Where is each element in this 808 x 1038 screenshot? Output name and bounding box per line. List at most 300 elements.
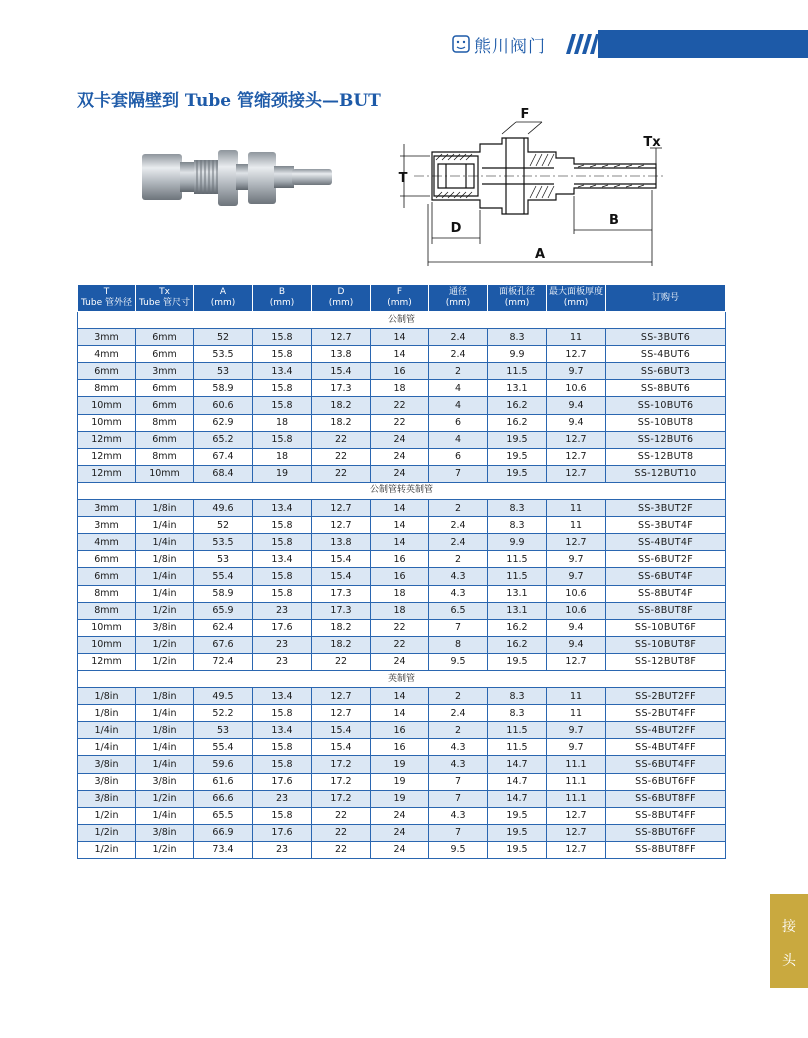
table-cell: 12.7 — [547, 431, 606, 448]
table-cell: 9.5 — [429, 653, 488, 670]
table-cell: 12.7 — [547, 448, 606, 465]
table-cell: 1/8in — [78, 705, 136, 722]
table-row — [78, 585, 726, 602]
table-cell: 15.8 — [253, 534, 312, 551]
table-cell: 15.8 — [253, 517, 312, 534]
table-cell: 10.6 — [547, 585, 606, 602]
table-cell: 67.4 — [194, 448, 253, 465]
table-cell: 10mm — [78, 414, 136, 431]
table-cell: 19.5 — [488, 448, 547, 465]
table-cell: 11.1 — [547, 790, 606, 807]
table-row — [78, 705, 726, 722]
table-cell: 18 — [371, 380, 429, 397]
table-cell: 65.9 — [194, 602, 253, 619]
table-row — [78, 619, 726, 636]
table-cell: 18 — [371, 602, 429, 619]
table-cell: 1/8in — [78, 688, 136, 705]
table-cell: 8mm — [136, 448, 194, 465]
table-cell: 1/4in — [136, 756, 194, 773]
table-cell: 72.4 — [194, 653, 253, 670]
table-row — [78, 380, 726, 397]
column-header — [78, 285, 136, 312]
table-cell: 13.4 — [253, 688, 312, 705]
table-cell: 1/8in — [136, 722, 194, 739]
table-cell: 16 — [371, 568, 429, 585]
table-cell: 9.4 — [547, 414, 606, 431]
table-cell: 12.7 — [312, 705, 371, 722]
column-header-unit: (mm) — [504, 298, 530, 308]
table-cell: 7 — [429, 790, 488, 807]
table-row — [78, 500, 726, 517]
table-cell: 22 — [312, 431, 371, 448]
table-cell: 1/4in — [136, 534, 194, 551]
table-cell: 2 — [429, 551, 488, 568]
table-cell: 1/4in — [136, 517, 194, 534]
table-cell: 1/8in — [136, 500, 194, 517]
table-cell: 68.4 — [194, 465, 253, 482]
table-cell: 2 — [429, 722, 488, 739]
column-header — [371, 285, 429, 312]
column-header-line: 订购号 — [651, 292, 679, 303]
table-cell: 66.6 — [194, 790, 253, 807]
table-cell: 6mm — [136, 329, 194, 346]
order-code-cell: SS-10BUT8F — [606, 636, 726, 653]
column-header — [136, 285, 194, 312]
table-cell: 11 — [547, 688, 606, 705]
slash-decoration — [565, 30, 599, 58]
table-cell: 22 — [312, 448, 371, 465]
table-cell: 4mm — [78, 346, 136, 363]
table-cell: 6mm — [136, 380, 194, 397]
table-cell: 11 — [547, 517, 606, 534]
table-cell: 2 — [429, 500, 488, 517]
table-cell: 58.9 — [194, 585, 253, 602]
table-cell: 19 — [371, 756, 429, 773]
table-cell: 12.7 — [547, 534, 606, 551]
column-header-line: 通径 — [448, 287, 467, 297]
table-cell: 23 — [253, 790, 312, 807]
table-cell: 7 — [429, 824, 488, 841]
table-row — [78, 448, 726, 465]
table-cell: 14 — [371, 346, 429, 363]
table-cell: 3/8in — [136, 773, 194, 790]
order-code-cell: SS-12BUT6 — [606, 431, 726, 448]
table-row — [78, 773, 726, 790]
table-cell: 8mm — [78, 585, 136, 602]
label-t: T — [398, 171, 408, 186]
column-header — [429, 285, 488, 312]
side-tab — [770, 894, 808, 988]
column-header — [488, 285, 547, 312]
table-cell: 16 — [371, 363, 429, 380]
table-cell: 12.7 — [547, 807, 606, 824]
order-code-cell: SS-8BUT8FF — [606, 841, 726, 858]
table-cell: 15.4 — [312, 739, 371, 756]
table-cell: 65.2 — [194, 431, 253, 448]
table-cell: 55.4 — [194, 568, 253, 585]
table-cell: 13.4 — [253, 363, 312, 380]
table-cell: 7 — [429, 619, 488, 636]
table-cell: 10mm — [136, 465, 194, 482]
table-cell: 59.6 — [194, 756, 253, 773]
table-cell: 1/2in — [136, 602, 194, 619]
table-cell: 15.8 — [253, 568, 312, 585]
table-cell: 9.9 — [488, 534, 547, 551]
table-cell: 18.2 — [312, 397, 371, 414]
order-code-cell: SS-4BUT2FF — [606, 722, 726, 739]
column-header — [547, 285, 606, 312]
table-cell: 53.5 — [194, 534, 253, 551]
table-cell: 65.5 — [194, 807, 253, 824]
table-cell: 61.6 — [194, 773, 253, 790]
table-cell: 55.4 — [194, 739, 253, 756]
table-cell: 13.4 — [253, 722, 312, 739]
product-photo — [130, 138, 340, 218]
table-cell: 14 — [371, 500, 429, 517]
table-cell: 22 — [371, 636, 429, 653]
table-row — [78, 346, 726, 363]
table-cell: 18 — [253, 414, 312, 431]
table-cell: 17.3 — [312, 585, 371, 602]
table-cell: 19.5 — [488, 841, 547, 858]
table-cell: 2.4 — [429, 705, 488, 722]
table-cell: 1/2in — [136, 636, 194, 653]
table-cell: 67.6 — [194, 636, 253, 653]
table-cell: 22 — [371, 397, 429, 414]
table-cell: 6mm — [136, 431, 194, 448]
table-cell: 12.7 — [547, 465, 606, 482]
table-cell: 24 — [371, 448, 429, 465]
table-cell: 16 — [371, 551, 429, 568]
table-cell: 6mm — [78, 568, 136, 585]
table-cell: 13.8 — [312, 534, 371, 551]
table-cell: 11.1 — [547, 773, 606, 790]
brand — [452, 30, 546, 58]
column-header-unit: (mm) — [563, 298, 589, 308]
table-row — [78, 568, 726, 585]
table-row — [78, 636, 726, 653]
column-header-line: 面板孔径 — [498, 287, 535, 297]
table-cell: 12.7 — [312, 329, 371, 346]
order-code-cell: SS-12BUT8F — [606, 653, 726, 670]
table-cell: 8.3 — [488, 500, 547, 517]
table-cell: 53.5 — [194, 346, 253, 363]
table-cell: 15.8 — [253, 705, 312, 722]
table-row — [78, 688, 726, 705]
label-f: F — [520, 107, 530, 122]
table-cell: 12mm — [78, 465, 136, 482]
table-cell: 62.4 — [194, 619, 253, 636]
table-cell: 2 — [429, 688, 488, 705]
table-row — [78, 653, 726, 670]
order-code-cell: SS-3BUT2F — [606, 500, 726, 517]
table-cell: 10.6 — [547, 602, 606, 619]
table-cell: 1/4in — [78, 739, 136, 756]
table-cell: 12.7 — [547, 653, 606, 670]
table-cell: 19.5 — [488, 431, 547, 448]
table-cell: 16 — [371, 722, 429, 739]
bear-logo-icon — [452, 35, 470, 53]
table-cell: 9.4 — [547, 397, 606, 414]
table-cell: 4.3 — [429, 807, 488, 824]
section-title: 英制管 — [78, 670, 726, 687]
table-cell: 3mm — [78, 517, 136, 534]
table-cell: 14 — [371, 705, 429, 722]
table-cell: 10mm — [78, 636, 136, 653]
table-cell: 2.4 — [429, 534, 488, 551]
table-cell: 11.5 — [488, 363, 547, 380]
table-cell: 2 — [429, 363, 488, 380]
table-cell: 22 — [312, 807, 371, 824]
order-code-cell: SS-6BUT2F — [606, 551, 726, 568]
table-cell: 14 — [371, 688, 429, 705]
table-cell: 15.4 — [312, 722, 371, 739]
table-cell: 11.1 — [547, 756, 606, 773]
column-header-unit: (mm) — [269, 298, 295, 308]
table-cell: 9.4 — [547, 619, 606, 636]
table-cell: 18.2 — [312, 636, 371, 653]
table-cell: 12mm — [78, 653, 136, 670]
table-cell: 10.6 — [547, 380, 606, 397]
table-cell: 13.4 — [253, 500, 312, 517]
table-cell: 9.9 — [488, 346, 547, 363]
table-cell: 11 — [547, 329, 606, 346]
table-cell: 4.3 — [429, 585, 488, 602]
table-cell: 9.7 — [547, 722, 606, 739]
table-cell: 17.6 — [253, 824, 312, 841]
table-cell: 15.8 — [253, 431, 312, 448]
order-code-cell: SS-6BUT8FF — [606, 790, 726, 807]
order-code-cell: SS-10BUT8 — [606, 414, 726, 431]
table-cell: 1/2in — [78, 824, 136, 841]
table-cell: 15.8 — [253, 397, 312, 414]
column-header-unit: Tube 管外径 — [81, 298, 132, 308]
table-row — [78, 756, 726, 773]
table-cell: 23 — [253, 841, 312, 858]
column-header — [312, 285, 371, 312]
table-cell: 17.2 — [312, 773, 371, 790]
table-cell: 4mm — [78, 534, 136, 551]
table-cell: 60.6 — [194, 397, 253, 414]
table-row — [78, 722, 726, 739]
table-cell: 17.2 — [312, 756, 371, 773]
table-cell: 53 — [194, 363, 253, 380]
side-tab-char: 头 — [782, 953, 796, 969]
table-cell: 13.1 — [488, 380, 547, 397]
table-cell: 23 — [253, 653, 312, 670]
table-cell: 15.4 — [312, 568, 371, 585]
label-tx: Tx — [643, 135, 661, 150]
table-cell: 12mm — [78, 431, 136, 448]
table-cell: 19.5 — [488, 653, 547, 670]
table-cell: 11 — [547, 500, 606, 517]
section-row — [78, 312, 726, 329]
table-cell: 12mm — [78, 448, 136, 465]
table-cell: 15.8 — [253, 739, 312, 756]
table-cell: 58.9 — [194, 380, 253, 397]
order-code-cell: SS-4BUT4F — [606, 534, 726, 551]
table-cell: 14.7 — [488, 773, 547, 790]
order-code-cell: SS-4BUT6 — [606, 346, 726, 363]
order-code-cell: SS-6BUT4F — [606, 568, 726, 585]
column-header-unit: (mm) — [210, 298, 236, 308]
order-code-cell: SS-8BUT6FF — [606, 824, 726, 841]
order-code-cell: SS-8BUT6 — [606, 380, 726, 397]
label-b: B — [609, 213, 619, 228]
table-row — [78, 824, 726, 841]
table-cell: 14.7 — [488, 756, 547, 773]
table-cell: 1/4in — [136, 807, 194, 824]
table-cell: 7 — [429, 773, 488, 790]
order-code-cell: SS-12BUT8 — [606, 448, 726, 465]
table-cell: 11.5 — [488, 739, 547, 756]
table-cell: 15.8 — [253, 807, 312, 824]
section-row — [78, 482, 726, 499]
label-a: A — [534, 247, 546, 262]
column-header — [194, 285, 253, 312]
table-cell: 1/4in — [136, 585, 194, 602]
column-header-line: 最大面板厚度 — [548, 287, 603, 297]
table-cell: 6mm — [136, 397, 194, 414]
table-cell: 15.8 — [253, 756, 312, 773]
order-code-cell: SS-6BUT3 — [606, 363, 726, 380]
section-row — [78, 670, 726, 687]
table-cell: 14 — [371, 517, 429, 534]
table-cell: 17.6 — [253, 619, 312, 636]
table-cell: 9.5 — [429, 841, 488, 858]
table-cell: 4.3 — [429, 756, 488, 773]
table-cell: 7 — [429, 465, 488, 482]
table-cell: 3mm — [78, 500, 136, 517]
table-row — [78, 363, 726, 380]
order-code-cell: SS-4BUT4FF — [606, 739, 726, 756]
table-cell: 24 — [371, 841, 429, 858]
table-cell: 18.2 — [312, 414, 371, 431]
table-cell: 1/4in — [136, 739, 194, 756]
table-cell: 52.2 — [194, 705, 253, 722]
table-cell: 17.3 — [312, 602, 371, 619]
column-header — [606, 285, 726, 312]
table-cell: 3/8in — [136, 824, 194, 841]
table-cell: 8mm — [78, 380, 136, 397]
column-header-unit: Tube 管尺寸 — [139, 298, 190, 308]
column-header-unit: (mm) — [445, 298, 471, 308]
table-cell: 17.3 — [312, 380, 371, 397]
table-cell: 49.5 — [194, 688, 253, 705]
table-cell: 8 — [429, 636, 488, 653]
header-row — [78, 285, 726, 312]
table-cell: 14 — [371, 329, 429, 346]
table-cell: 8mm — [78, 602, 136, 619]
table-row — [78, 517, 726, 534]
column-header — [253, 285, 312, 312]
table-cell: 23 — [253, 602, 312, 619]
table-cell: 24 — [371, 824, 429, 841]
table-cell: 1/2in — [136, 653, 194, 670]
table-cell: 12.7 — [547, 841, 606, 858]
table-cell: 52 — [194, 517, 253, 534]
page-title: 双卡套隔壁到 Tube 管缩颈接头—BUT — [77, 91, 381, 111]
column-header-unit: (mm) — [387, 298, 412, 308]
table-cell: 9.7 — [547, 363, 606, 380]
table-cell: 22 — [312, 653, 371, 670]
spec-table — [77, 284, 726, 859]
table-cell: 15.4 — [312, 363, 371, 380]
table-cell: 13.8 — [312, 346, 371, 363]
table-cell: 1/2in — [136, 790, 194, 807]
order-code-cell: SS-8BUT4F — [606, 585, 726, 602]
order-code-cell: SS-8BUT4FF — [606, 807, 726, 824]
table-cell: 16 — [371, 739, 429, 756]
table-cell: 3mm — [78, 329, 136, 346]
table-cell: 8mm — [136, 414, 194, 431]
table-row — [78, 602, 726, 619]
table-cell: 6 — [429, 448, 488, 465]
table-cell: 1/4in — [78, 722, 136, 739]
order-code-cell: SS-3BUT4F — [606, 517, 726, 534]
table-cell: 10mm — [78, 619, 136, 636]
table-row — [78, 329, 726, 346]
table-cell: 15.8 — [253, 329, 312, 346]
table-cell: 13.1 — [488, 585, 547, 602]
table-cell: 1/2in — [136, 841, 194, 858]
table-cell: 73.4 — [194, 841, 253, 858]
table-cell: 18 — [371, 585, 429, 602]
table-cell: 4.3 — [429, 739, 488, 756]
table-cell: 9.7 — [547, 568, 606, 585]
table-row — [78, 739, 726, 756]
table-cell: 12.7 — [312, 500, 371, 517]
table-row — [78, 465, 726, 482]
table-cell: 13.4 — [253, 551, 312, 568]
column-header-line: Tx — [159, 287, 170, 297]
table-cell: 15.8 — [253, 585, 312, 602]
table-cell: 66.9 — [194, 824, 253, 841]
table-cell: 12.7 — [547, 824, 606, 841]
table-cell: 1/4in — [136, 568, 194, 585]
table-cell: 3/8in — [78, 756, 136, 773]
section-title: 公制管 — [78, 312, 726, 329]
brand-name: 熊川阀门 — [474, 36, 546, 57]
table-cell: 12.7 — [312, 517, 371, 534]
table-cell: 2.4 — [429, 346, 488, 363]
table-row — [78, 841, 726, 858]
table-row — [78, 397, 726, 414]
table-cell: 1/2in — [78, 841, 136, 858]
table-cell: 4 — [429, 431, 488, 448]
table-cell: 23 — [253, 636, 312, 653]
table-cell: 11.5 — [488, 551, 547, 568]
order-code-cell: SS-6BUT4FF — [606, 756, 726, 773]
table-row — [78, 534, 726, 551]
table-cell: 62.9 — [194, 414, 253, 431]
table-cell: 6mm — [78, 551, 136, 568]
table-cell: 3/8in — [78, 773, 136, 790]
table-cell: 11.5 — [488, 722, 547, 739]
order-code-cell: SS-12BUT10 — [606, 465, 726, 482]
table-cell: 3/8in — [136, 619, 194, 636]
table-cell: 19 — [371, 773, 429, 790]
order-code-cell: SS-2BUT4FF — [606, 705, 726, 722]
order-code-cell: SS-10BUT6 — [606, 397, 726, 414]
table-cell: 53 — [194, 722, 253, 739]
section-title: 公制管转英制管 — [78, 482, 726, 499]
table-row — [78, 790, 726, 807]
table-cell: 18.2 — [312, 619, 371, 636]
order-code-cell: SS-10BUT6F — [606, 619, 726, 636]
table-cell: 24 — [371, 465, 429, 482]
table-cell: 18 — [253, 448, 312, 465]
